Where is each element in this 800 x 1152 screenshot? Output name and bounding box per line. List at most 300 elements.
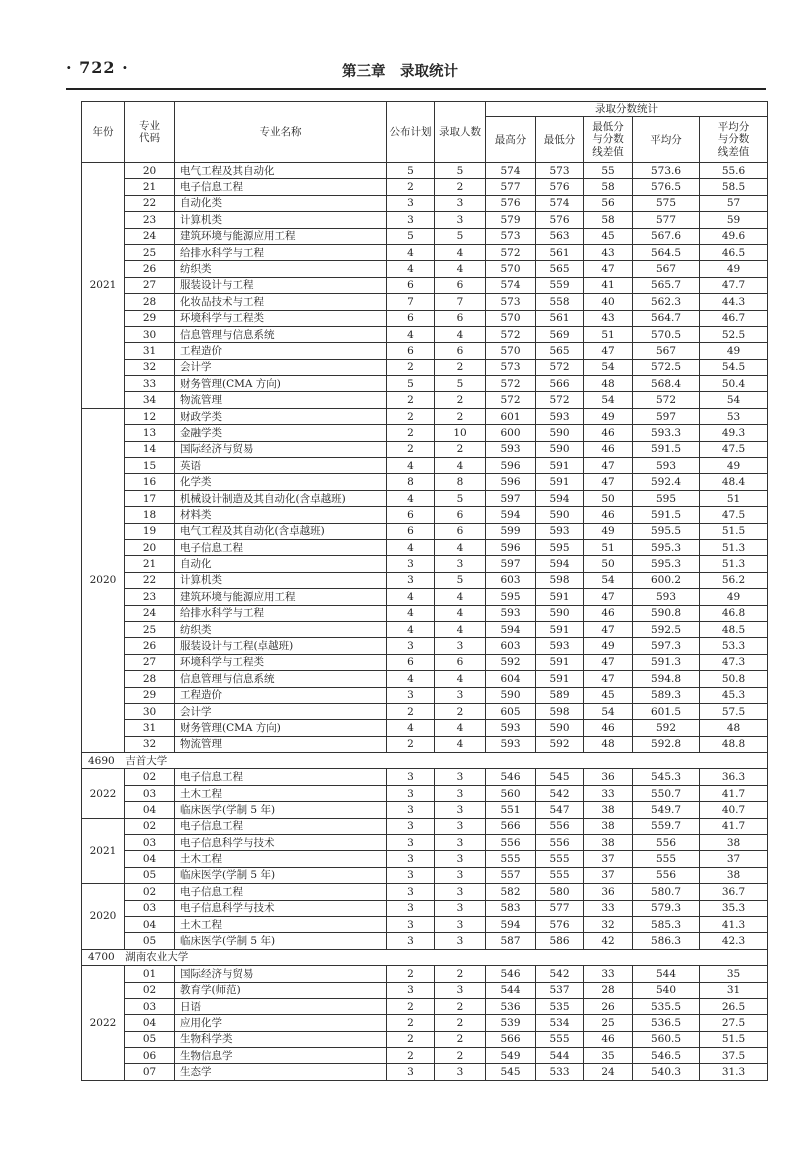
avg-diff: 26.5 (700, 998, 768, 1014)
min-score: 591 (536, 458, 584, 474)
avg-score: 536.5 (633, 1015, 700, 1031)
max-score: 597 (486, 556, 536, 572)
public-plan: 3 (387, 982, 435, 998)
min-diff: 33 (584, 966, 633, 982)
admitted: 4 (435, 605, 486, 621)
admitted: 2 (435, 998, 486, 1014)
max-score: 594 (486, 507, 536, 523)
avg-score: 564.7 (633, 310, 700, 326)
avg-diff: 41.7 (700, 785, 768, 801)
min-score: 593 (536, 523, 584, 539)
avg-diff: 35.3 (700, 900, 768, 916)
max-score: 596 (486, 474, 536, 490)
avg-diff: 55.6 (700, 163, 768, 179)
avg-diff: 48.5 (700, 621, 768, 637)
min-diff: 49 (584, 523, 633, 539)
major-name: 电子信息科学与技术 (175, 835, 387, 851)
major-code: 03 (125, 900, 175, 916)
admitted: 3 (435, 687, 486, 703)
major-code: 06 (125, 1048, 175, 1064)
major-name: 工程造价 (175, 343, 387, 359)
major-name: 金融学类 (175, 425, 387, 441)
min-score: 565 (536, 343, 584, 359)
avg-diff: 57.5 (700, 703, 768, 719)
min-diff: 35 (584, 1048, 633, 1064)
min-score: 590 (536, 441, 584, 457)
admitted: 4 (435, 539, 486, 555)
admitted: 3 (435, 818, 486, 834)
min-diff: 40 (584, 294, 633, 310)
public-plan: 2 (387, 179, 435, 195)
avg-score: 564.5 (633, 244, 700, 260)
min-diff: 38 (584, 802, 633, 818)
avg-diff: 36.3 (700, 769, 768, 785)
max-score: 603 (486, 638, 536, 654)
major-name: 给排水科学与工程 (175, 244, 387, 260)
min-score: 593 (536, 638, 584, 654)
avg-diff: 46.5 (700, 244, 768, 260)
min-diff: 49 (584, 638, 633, 654)
max-score: 574 (486, 277, 536, 293)
avg-score: 586.3 (633, 933, 700, 949)
avg-diff: 50.4 (700, 376, 768, 392)
major-code: 04 (125, 802, 175, 818)
max-score: 582 (486, 884, 536, 900)
min-diff: 45 (584, 687, 633, 703)
max-score: 556 (486, 835, 536, 851)
max-score: 570 (486, 310, 536, 326)
header-year: 年份 (82, 102, 125, 163)
year-cell: 2022 (82, 966, 125, 1081)
min-score: 586 (536, 933, 584, 949)
min-score: 594 (536, 556, 584, 572)
max-score: 594 (486, 621, 536, 637)
major-name: 电子信息科学与技术 (175, 900, 387, 916)
table-row (82, 1031, 768, 1047)
avg-diff: 51.3 (700, 556, 768, 572)
max-score: 583 (486, 900, 536, 916)
major-name: 电子信息工程 (175, 884, 387, 900)
table-row (82, 261, 768, 277)
max-score: 546 (486, 769, 536, 785)
avg-score: 572.5 (633, 359, 700, 375)
major-code: 21 (125, 556, 175, 572)
major-code: 31 (125, 343, 175, 359)
major-code: 28 (125, 294, 175, 310)
max-score: 576 (486, 195, 536, 211)
public-plan: 2 (387, 703, 435, 719)
public-plan: 2 (387, 1031, 435, 1047)
table-row (82, 900, 768, 916)
min-diff: 28 (584, 982, 633, 998)
header-admitted: 录取人数 (435, 102, 486, 163)
min-diff: 54 (584, 703, 633, 719)
avg-score: 555 (633, 851, 700, 867)
admitted: 4 (435, 720, 486, 736)
min-diff: 24 (584, 1064, 633, 1080)
min-diff: 37 (584, 851, 633, 867)
admitted: 3 (435, 982, 486, 998)
table-row (82, 474, 768, 490)
public-plan: 2 (387, 441, 435, 457)
admitted: 3 (435, 638, 486, 654)
min-score: 545 (536, 769, 584, 785)
avg-score: 579.3 (633, 900, 700, 916)
avg-score: 572 (633, 392, 700, 408)
max-score: 572 (486, 392, 536, 408)
public-plan: 2 (387, 1048, 435, 1064)
admitted: 4 (435, 621, 486, 637)
max-score: 605 (486, 703, 536, 719)
min-score: 542 (536, 966, 584, 982)
table-row (82, 212, 768, 228)
admitted: 3 (435, 851, 486, 867)
max-score: 566 (486, 818, 536, 834)
public-plan: 6 (387, 277, 435, 293)
min-diff: 47 (584, 589, 633, 605)
major-name: 英语 (175, 458, 387, 474)
max-score: 597 (486, 490, 536, 506)
admitted: 3 (435, 916, 486, 932)
major-name: 计算机类 (175, 572, 387, 588)
min-score: 591 (536, 589, 584, 605)
major-name: 电气工程及其自动化 (175, 163, 387, 179)
avg-score: 560.5 (633, 1031, 700, 1047)
avg-diff: 57 (700, 195, 768, 211)
avg-diff: 49 (700, 589, 768, 605)
min-diff: 58 (584, 212, 633, 228)
public-plan: 3 (387, 195, 435, 211)
min-diff: 47 (584, 343, 633, 359)
major-name: 财务管理(CMA 方向) (175, 720, 387, 736)
major-code: 03 (125, 835, 175, 851)
max-score: 590 (486, 687, 536, 703)
avg-score: 591.5 (633, 441, 700, 457)
max-score: 595 (486, 589, 536, 605)
major-name: 自动化 (175, 556, 387, 572)
max-score: 594 (486, 916, 536, 932)
admitted: 3 (435, 212, 486, 228)
public-plan: 4 (387, 539, 435, 555)
max-score: 593 (486, 441, 536, 457)
public-plan: 2 (387, 392, 435, 408)
max-score: 601 (486, 408, 536, 424)
min-score: 533 (536, 1064, 584, 1080)
table-row (82, 244, 768, 260)
major-name: 财务管理(CMA 方向) (175, 376, 387, 392)
min-score: 563 (536, 228, 584, 244)
major-code: 26 (125, 638, 175, 654)
year-cell: 2020 (82, 408, 125, 752)
max-score: 539 (486, 1015, 536, 1031)
min-score: 547 (536, 802, 584, 818)
public-plan: 3 (387, 851, 435, 867)
table-row (82, 507, 768, 523)
avg-score: 591.3 (633, 654, 700, 670)
min-score: 542 (536, 785, 584, 801)
min-score: 593 (536, 408, 584, 424)
min-diff: 42 (584, 933, 633, 949)
min-diff: 36 (584, 884, 633, 900)
table-row (82, 359, 768, 375)
min-diff: 41 (584, 277, 633, 293)
year-cell: 2021 (82, 163, 125, 409)
table-row (82, 703, 768, 719)
university-name: 4690 吉首大学 (82, 753, 768, 769)
major-code: 22 (125, 572, 175, 588)
min-diff: 56 (584, 195, 633, 211)
max-score: 551 (486, 802, 536, 818)
max-score: 599 (486, 523, 536, 539)
avg-score: 594.8 (633, 671, 700, 687)
public-plan: 2 (387, 425, 435, 441)
public-plan: 2 (387, 1015, 435, 1031)
major-code: 12 (125, 408, 175, 424)
major-code: 22 (125, 195, 175, 211)
min-score: 556 (536, 835, 584, 851)
admitted: 7 (435, 294, 486, 310)
table-row (82, 458, 768, 474)
admitted: 3 (435, 195, 486, 211)
min-diff: 47 (584, 261, 633, 277)
avg-diff: 49 (700, 343, 768, 359)
table-row (82, 326, 768, 342)
table-row (82, 392, 768, 408)
avg-score: 575 (633, 195, 700, 211)
avg-score: 544 (633, 966, 700, 982)
major-code: 30 (125, 703, 175, 719)
table-row (82, 769, 768, 785)
table-row (82, 523, 768, 539)
major-code: 14 (125, 441, 175, 457)
major-name: 临床医学(学制 5 年) (175, 802, 387, 818)
avg-score: 540.3 (633, 1064, 700, 1080)
min-score: 572 (536, 359, 584, 375)
major-code: 19 (125, 523, 175, 539)
admitted: 6 (435, 343, 486, 359)
table-row (82, 818, 768, 834)
major-name: 电子信息工程 (175, 818, 387, 834)
min-score: 555 (536, 1031, 584, 1047)
table-row (82, 621, 768, 637)
max-score: 603 (486, 572, 536, 588)
major-code: 28 (125, 671, 175, 687)
min-diff: 47 (584, 458, 633, 474)
max-score: 587 (486, 933, 536, 949)
avg-score: 540 (633, 982, 700, 998)
avg-score: 570.5 (633, 326, 700, 342)
min-score: 566 (536, 376, 584, 392)
avg-diff: 49.6 (700, 228, 768, 244)
min-score: 559 (536, 277, 584, 293)
table-row (82, 1015, 768, 1031)
major-code: 20 (125, 539, 175, 555)
major-code: 18 (125, 507, 175, 523)
admitted: 2 (435, 392, 486, 408)
avg-score: 592.4 (633, 474, 700, 490)
admitted: 5 (435, 376, 486, 392)
avg-diff: 31 (700, 982, 768, 998)
major-code: 03 (125, 998, 175, 1014)
avg-score: 595.3 (633, 539, 700, 555)
min-score: 576 (536, 212, 584, 228)
major-code: 16 (125, 474, 175, 490)
table-row (82, 851, 768, 867)
min-diff: 50 (584, 556, 633, 572)
table-row (82, 408, 768, 424)
table-row (82, 228, 768, 244)
major-code: 24 (125, 605, 175, 621)
major-name: 生态学 (175, 1064, 387, 1080)
table-row (82, 884, 768, 900)
admitted: 2 (435, 1015, 486, 1031)
min-score: 592 (536, 736, 584, 752)
min-diff: 37 (584, 867, 633, 883)
avg-score: 545.3 (633, 769, 700, 785)
major-name: 计算机类 (175, 212, 387, 228)
major-name: 国际经济与贸易 (175, 441, 387, 457)
major-name: 化学类 (175, 474, 387, 490)
min-score: 572 (536, 392, 584, 408)
major-code: 29 (125, 310, 175, 326)
admitted: 4 (435, 458, 486, 474)
major-code: 07 (125, 1064, 175, 1080)
admitted: 4 (435, 736, 486, 752)
avg-score: 549.7 (633, 802, 700, 818)
table-row (82, 310, 768, 326)
major-code: 25 (125, 244, 175, 260)
major-code: 21 (125, 179, 175, 195)
table-row (82, 441, 768, 457)
public-plan: 3 (387, 769, 435, 785)
table-row (82, 605, 768, 621)
major-code: 15 (125, 458, 175, 474)
major-name: 服装设计与工程 (175, 277, 387, 293)
major-name: 电气工程及其自动化(含卓越班) (175, 523, 387, 539)
avg-diff: 31.3 (700, 1064, 768, 1080)
min-diff: 46 (584, 441, 633, 457)
avg-diff: 49 (700, 261, 768, 277)
admitted: 2 (435, 441, 486, 457)
avg-score: 593.3 (633, 425, 700, 441)
avg-diff: 37.5 (700, 1048, 768, 1064)
table-row (82, 539, 768, 555)
min-score: 589 (536, 687, 584, 703)
public-plan: 6 (387, 654, 435, 670)
public-plan: 4 (387, 605, 435, 621)
avg-diff: 51.5 (700, 523, 768, 539)
table-row (82, 343, 768, 359)
public-plan: 5 (387, 163, 435, 179)
min-diff: 38 (584, 835, 633, 851)
table-row (82, 1048, 768, 1064)
avg-diff: 50.8 (700, 671, 768, 687)
min-score: 561 (536, 244, 584, 260)
major-name: 财政学类 (175, 408, 387, 424)
public-plan: 5 (387, 228, 435, 244)
max-score: 549 (486, 1048, 536, 1064)
admitted: 3 (435, 835, 486, 851)
header-rule (66, 88, 766, 90)
public-plan: 3 (387, 867, 435, 883)
public-plan: 3 (387, 802, 435, 818)
major-name: 建筑环境与能源应用工程 (175, 228, 387, 244)
min-diff: 47 (584, 654, 633, 670)
major-name: 信息管理与信息系统 (175, 671, 387, 687)
table-row (82, 638, 768, 654)
header-major-name: 专业名称 (175, 102, 387, 163)
avg-score: 559.7 (633, 818, 700, 834)
header-min-diff: 最低分与分数线差值 (584, 117, 633, 163)
public-plan: 3 (387, 556, 435, 572)
avg-diff: 52.5 (700, 326, 768, 342)
avg-score: 592 (633, 720, 700, 736)
major-name: 土木工程 (175, 785, 387, 801)
avg-diff: 44.3 (700, 294, 768, 310)
public-plan: 4 (387, 671, 435, 687)
major-name: 建筑环境与能源应用工程 (175, 589, 387, 605)
major-name: 电子信息工程 (175, 179, 387, 195)
max-score: 560 (486, 785, 536, 801)
university-row (82, 753, 768, 769)
min-diff: 36 (584, 769, 633, 785)
min-score: 558 (536, 294, 584, 310)
min-diff: 25 (584, 1015, 633, 1031)
admitted: 3 (435, 1064, 486, 1080)
min-diff: 46 (584, 507, 633, 523)
avg-diff: 46.8 (700, 605, 768, 621)
avg-score: 591.5 (633, 507, 700, 523)
max-score: 573 (486, 359, 536, 375)
public-plan: 3 (387, 916, 435, 932)
major-code: 17 (125, 490, 175, 506)
table-row (82, 933, 768, 949)
major-code: 04 (125, 851, 175, 867)
max-score: 596 (486, 458, 536, 474)
avg-diff: 53 (700, 408, 768, 424)
avg-score: 576.5 (633, 179, 700, 195)
min-diff: 48 (584, 736, 633, 752)
table-row (82, 163, 768, 179)
avg-diff: 47.5 (700, 441, 768, 457)
public-plan: 3 (387, 572, 435, 588)
avg-diff: 59 (700, 212, 768, 228)
major-name: 电子信息工程 (175, 769, 387, 785)
public-plan: 2 (387, 966, 435, 982)
min-score: 535 (536, 998, 584, 1014)
min-score: 574 (536, 195, 584, 211)
avg-diff: 49.3 (700, 425, 768, 441)
min-diff: 45 (584, 228, 633, 244)
major-name: 日语 (175, 998, 387, 1014)
admitted: 2 (435, 1031, 486, 1047)
avg-score: 562.3 (633, 294, 700, 310)
table-row (82, 556, 768, 572)
public-plan: 3 (387, 884, 435, 900)
max-score: 555 (486, 851, 536, 867)
avg-diff: 35 (700, 966, 768, 982)
table-row (82, 490, 768, 506)
table-row (82, 179, 768, 195)
max-score: 545 (486, 1064, 536, 1080)
major-name: 会计学 (175, 359, 387, 375)
min-score: 598 (536, 703, 584, 719)
major-name: 环境科学与工程类 (175, 654, 387, 670)
max-score: 536 (486, 998, 536, 1014)
avg-diff: 54.5 (700, 359, 768, 375)
major-name: 材料类 (175, 507, 387, 523)
min-diff: 33 (584, 900, 633, 916)
